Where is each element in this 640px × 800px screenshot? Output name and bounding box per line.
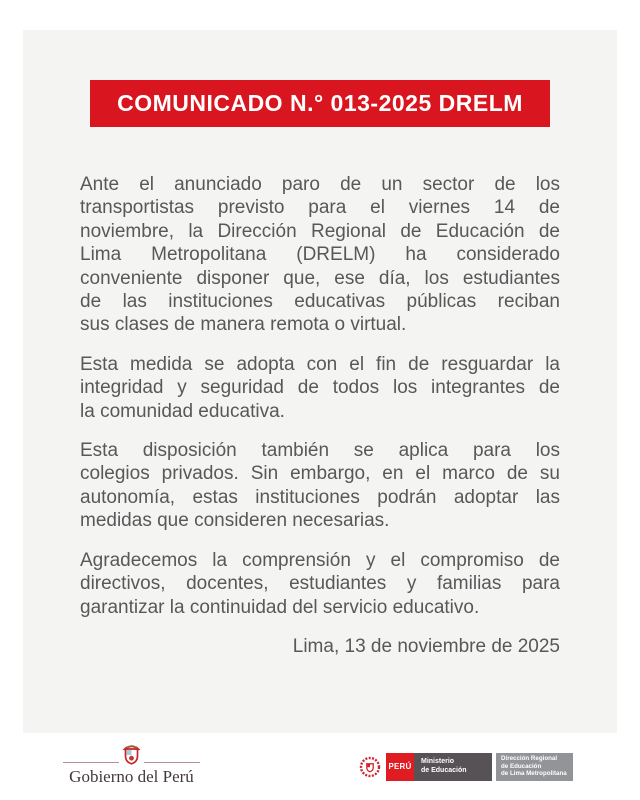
- drelm-line: de Educación: [501, 762, 542, 770]
- drelm-box: [496, 753, 573, 781]
- paragraph-4: [80, 549, 560, 619]
- date-line: Lima, 13 de noviembre de 2025: [292, 635, 560, 657]
- divider-line-right: [144, 762, 200, 763]
- text-line: Esta disposición también se aplica para los: [80, 440, 560, 462]
- text-line: sus clases de manera remota o virtual.: [80, 314, 407, 336]
- divider-line-left: [63, 762, 119, 763]
- text-line: Agradecemos la comprensión y el compromiso de: [80, 549, 560, 571]
- text-line: Ante el anunciado paro de un sector de los: [80, 174, 560, 195]
- peru-coat-of-arms-icon: [121, 743, 142, 765]
- gobierno-del-peru-logo: [55, 740, 208, 792]
- paragraph-1: [80, 173, 560, 337]
- text-line: Esta medida se adopta con el fin de resguardar la: [80, 353, 560, 375]
- paragraph-3: [80, 439, 560, 533]
- peru-label-box: [386, 753, 414, 781]
- banner-title: COMUNICADO N.° 013-2025 DRELM: [117, 90, 523, 116]
- paragraph-2: [80, 353, 560, 423]
- communique-card: [23, 30, 617, 733]
- text-line: conveniente disponer que, ese día, los estudiantes: [80, 267, 560, 289]
- text-line: garantizar la continuidad del servicio educativo.: [80, 596, 480, 618]
- ministerio-line: de Educación: [421, 766, 467, 774]
- body-text: [80, 173, 560, 658]
- drelm-line: de Lima Metropolitana: [501, 770, 567, 778]
- drelm-line: Dirección Regional: [501, 755, 558, 763]
- minedu-logo-block: [359, 752, 573, 781]
- text-line: Lima Metropolitana (DRELM) ha considerado: [80, 244, 560, 266]
- text-line: medidas que consideren necesarias.: [80, 510, 390, 532]
- gobierno-label: Gobierno del Perú: [69, 767, 194, 786]
- peru-seal-icon: [359, 756, 381, 778]
- text-line: colegios privados. Sin embargo, en el marco de su: [80, 463, 560, 485]
- text-line: transportistas previsto para el viernes 14 de: [80, 197, 560, 219]
- text-line: la comunidad educativa.: [80, 400, 285, 422]
- text-line: noviembre, la Dirección Regional de Educación de: [80, 220, 560, 242]
- ministerio-line: Ministerio: [421, 758, 455, 765]
- text-line: integridad y seguridad de todos los integrantes de: [80, 377, 560, 399]
- text-line: directivos, docentes, estudiantes y familias para: [80, 573, 560, 595]
- text-line: autonomía, estas instituciones podrán adoptar las: [80, 486, 560, 508]
- text-line: de las instituciones educativas públicas reciban: [80, 291, 560, 313]
- ministerio-box: [414, 753, 492, 781]
- peru-label: PERÚ: [388, 762, 412, 771]
- banner: [90, 80, 550, 127]
